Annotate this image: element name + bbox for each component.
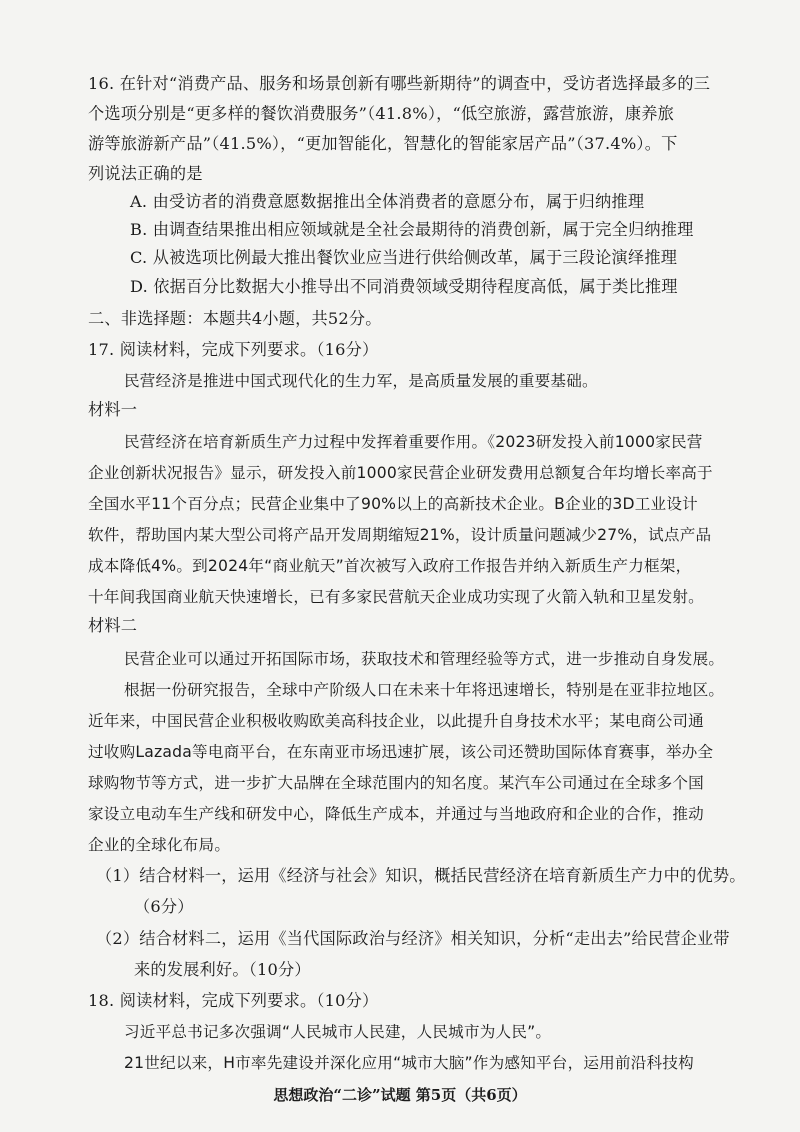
q16-option-b: B. 由调查结果推出相应领域就是全社会最期待的消费创新，属于完全归纳推理	[130, 220, 694, 239]
q16-option-c: C. 从被选项比例最大推出餐饮业应当进行供给侧改革，属于三段论演绎推理	[130, 248, 678, 267]
q16-option-a: A. 由受访者的消费意愿数据推出全体消费者的意愿分布，属于归纳推理	[130, 192, 645, 211]
q17-intro: 民营经济是推进中国式现代化的生力军，是高质量发展的重要基础。	[124, 372, 598, 390]
q18-heading: 18. 阅读材料，完成下列要求。（10分）	[88, 991, 379, 1010]
q16-stem-line-4: 列说法正确的是	[88, 164, 203, 183]
q17-sub2-line-2: 来的发展利好。（10分）	[134, 960, 311, 979]
q17-sub2-line-1: （2）结合材料二，运用《当代国际政治与经济》相关知识，分析“走出去”给民营企业带	[96, 929, 730, 948]
material2-line-5: 球购物节等方式，进一步扩大品牌在全球范围内的知名度。某汽车公司通过在全球多个国	[88, 774, 704, 792]
material2-label: 材料二	[88, 616, 138, 635]
q16-stem-line-2: 个选项分别是“更多样的餐饮消费服务”（41.8%），“低空旅游，露营旅游，康养旅	[88, 104, 675, 123]
section2-heading: 二、非选择题：本题共4小题，共52分。	[88, 309, 382, 328]
material1-line-3: 全国水平11个百分点；民营企业集中了90%以上的高新技术企业。B企业的3D工业设计	[88, 495, 698, 513]
material2-line-3: 近年来，中国民营企业积极收购欧美高科技企业，以此提升自身技术水平；某电商公司通	[88, 712, 704, 730]
q16-stem-line-1: 16. 在针对“消费产品、服务和场景创新有哪些新期待”的调查中，受访者选择最多的三	[88, 74, 711, 93]
material2-line-4: 过收购Lazada等电商平台，在东南亚市场迅速扩展，该公司还赞助国际体育赛事，举办全	[88, 743, 714, 761]
q17-heading: 17. 阅读材料，完成下列要求。（16分）	[88, 340, 379, 359]
material1-label: 材料一	[88, 400, 138, 419]
q17-sub1-line-2: （6分）	[134, 897, 194, 916]
material2-line-2: 根据一份研究报告，全球中产阶级人口在未来十年将迅速增长，特别是在亚非拉地区。	[124, 681, 725, 699]
q17-sub1-line-1: （1）结合材料一，运用《经济与社会》知识，概括民营经济在培育新质生产力中的优势。	[96, 866, 746, 885]
material1-line-4: 软件，帮助国内某大型公司将产品开发周期缩短21%，设计质量问题减少27%，试点产品	[88, 526, 712, 544]
q16-stem-line-3: 游等旅游新产品”（41.5%），“更加智能化，智慧化的智能家居产品”（37.4%）。下	[88, 134, 678, 153]
page-footer: 思想政治“二诊”试题 第5页（共6页）	[273, 1086, 527, 1104]
material2-line-1: 民营企业可以通过开拓国际市场，获取技术和管理经验等方式，进一步推动自身发展。	[124, 650, 725, 668]
q16-option-d: D. 依据百分比数据大小推导出不同消费领域受期待程度高低，属于类比推理	[130, 277, 678, 296]
q18-line-1: 习近平总书记多次强调“人民城市人民建，人民城市为人民”。	[124, 1023, 552, 1041]
material1-line-1: 民营经济在培育新质生产力过程中发挥着重要作用。《2023研发投入前1000家民营	[124, 433, 703, 451]
material2-line-7: 企业的全球化布局。	[88, 836, 231, 854]
material2-line-6: 家设立电动车生产线和研发中心，降低生产成本，并通过与当地政府和企业的合作，推动	[88, 805, 704, 823]
q18-line-2: 21世纪以来，H市率先建设并深化应用“城市大脑”作为感知平台，运用前沿科技构	[124, 1054, 694, 1072]
material1-line-6: 十年间我国商业航天快速增长，已有多家民营航天企业成功实现了火箭入轨和卫星发射。	[88, 588, 704, 606]
material1-line-2: 企业创新状况报告》显示，研发投入前1000家民营企业研发费用总额复合年均增长率高于	[88, 464, 713, 482]
material1-line-5: 成本降低4%。到2024年“商业航天”首次被写入政府工作报告并纳入新质生产力框架，	[88, 557, 692, 575]
